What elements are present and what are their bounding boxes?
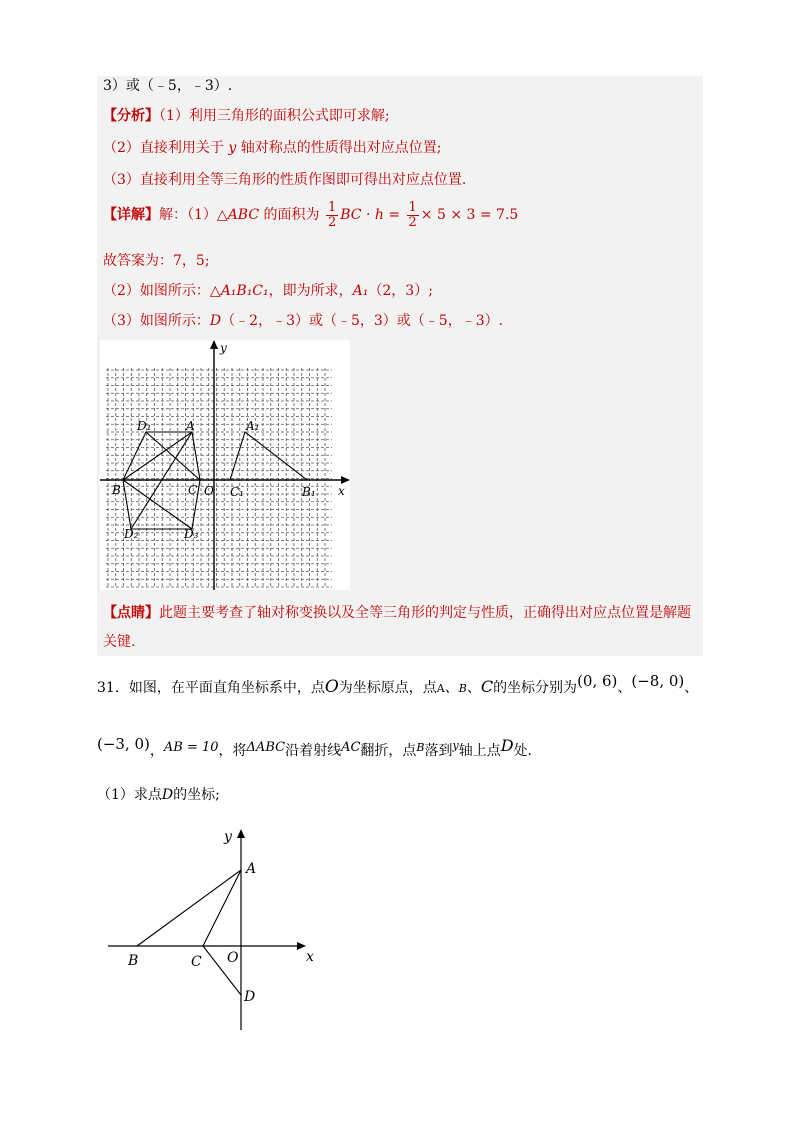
analysis-line	[103, 107, 390, 125]
label-x: x	[338, 484, 345, 498]
triangle-fold-figure	[100, 825, 340, 1035]
text: 故答案为：7，5;	[103, 253, 210, 269]
answer-value-line	[103, 252, 210, 270]
text: 落到	[424, 743, 453, 759]
text: （﹣2，﹣3）或（﹣5，3）或（﹣5，﹣3）.	[221, 313, 504, 329]
ray-ac: AC	[341, 740, 361, 755]
label-d3: D₃	[184, 527, 199, 541]
text: 的坐标;	[173, 787, 220, 803]
x-arrow-icon	[297, 942, 306, 950]
text: ，将	[218, 743, 247, 759]
text: （2）如图所示：△	[103, 283, 221, 299]
comment-line	[103, 604, 691, 622]
triangle-a1b1c1: A₁B₁C₁	[220, 283, 269, 299]
text: 轴对称点的性质得出对应点位置;	[236, 140, 442, 156]
fold-lines	[137, 870, 241, 995]
label-c: C	[188, 483, 198, 497]
text: 解：（1）△	[159, 207, 228, 223]
label-a1: A₁	[246, 419, 260, 433]
text: 翻折，点	[360, 743, 417, 759]
sep: 、	[444, 680, 459, 696]
text: （3）直接利用全等三角形的性质作图即可得出对应点位置.	[103, 172, 467, 188]
triangle-abc: ABC	[227, 207, 260, 223]
question-line-2	[97, 735, 533, 761]
text: 处.	[513, 743, 533, 759]
label-d: D	[244, 989, 256, 1005]
expr-result: × 5 × 3 = 7.5	[420, 207, 519, 223]
analysis-line-3	[103, 171, 466, 189]
comment-tag: 【点睛】	[103, 605, 159, 621]
fraction-half-2	[407, 201, 419, 230]
text: ，即为所求，	[268, 283, 353, 299]
comment-text-2: 关键.	[103, 634, 136, 650]
text: ，	[149, 743, 164, 759]
sep: 、	[617, 680, 632, 696]
comment-text: 此题主要考查了轴对称变换以及全等三角形的判定与性质，正确得出对应点位置是解题	[159, 605, 691, 621]
text: （3）如图所示：	[103, 313, 210, 329]
subquestion-1	[97, 786, 220, 804]
label-x: x	[306, 949, 314, 965]
text: 轴上点	[458, 743, 501, 759]
analysis-text: （1）利用三角形的面积公式即可求解;	[159, 108, 390, 124]
text: （1）求点	[97, 787, 162, 803]
point-d: D	[500, 736, 514, 755]
denominator: 2	[408, 214, 417, 230]
denominator: 2	[327, 214, 337, 230]
label-b: B	[112, 483, 121, 497]
sep: 、	[466, 680, 481, 696]
grid-figure	[100, 340, 350, 590]
point-o: O	[324, 677, 339, 697]
sep: 、	[684, 680, 699, 696]
label-y: y	[220, 341, 227, 355]
text: （2，3）;	[368, 283, 433, 299]
label-o: O	[227, 950, 239, 966]
coord-c: (−3, 0)	[97, 735, 150, 753]
question-line-1	[97, 672, 699, 698]
triangle-abc: ΔABC	[246, 740, 286, 755]
detail-line	[103, 200, 518, 230]
point-b: B	[416, 741, 425, 754]
analysis-tag: 【分析】	[103, 108, 159, 124]
numerator: 1	[327, 199, 337, 215]
label-a: A	[186, 419, 195, 433]
fraction-half	[326, 201, 338, 230]
fold-labels	[127, 829, 314, 1005]
segment-b-a	[137, 870, 241, 946]
text: 沿着射线	[285, 743, 342, 759]
point-b: B	[458, 682, 467, 695]
text: （2）直接利用关于	[103, 140, 229, 156]
detail-tag: 【详解】	[103, 207, 159, 223]
label-d1: D₁	[137, 419, 152, 433]
segment-c-a	[203, 870, 241, 946]
point-d: D	[209, 313, 222, 329]
label-c: C	[191, 954, 202, 970]
part2-line	[103, 282, 433, 300]
length-ab: AB = 10	[163, 740, 219, 755]
label-b1: B₁	[302, 485, 316, 499]
point-d: D	[161, 787, 174, 803]
text: 的坐标分别为	[493, 680, 578, 696]
answer-line-1	[103, 77, 232, 95]
label-b: B	[128, 953, 139, 969]
text: 为坐标原点，点	[338, 680, 437, 696]
label-o: O	[204, 484, 214, 498]
y-arrow-icon	[237, 829, 245, 838]
var-y: y	[228, 140, 237, 156]
label-a: A	[246, 861, 257, 877]
text: 31．如图，在平面直角坐标系中，点	[97, 680, 325, 696]
comment-line-2	[103, 633, 135, 651]
axis-y: y	[452, 739, 459, 752]
text: 的面积为	[259, 207, 320, 223]
text: 3）或（﹣5，﹣3）.	[103, 78, 233, 94]
point-a: A	[436, 682, 445, 695]
label-d2: D₂	[124, 527, 139, 541]
expr-bc-h: BC · h =	[340, 207, 401, 223]
label-c1: C₁	[230, 485, 244, 499]
numerator: 1	[408, 199, 417, 215]
analysis-line-2	[103, 139, 441, 157]
point-c: C	[480, 677, 494, 696]
coord-a: (0, 6)	[577, 672, 618, 690]
label-y: y	[224, 829, 232, 845]
point-a1: A₁	[352, 283, 369, 299]
part3-line	[103, 312, 503, 330]
coord-b: (−8, 0)	[631, 672, 685, 690]
